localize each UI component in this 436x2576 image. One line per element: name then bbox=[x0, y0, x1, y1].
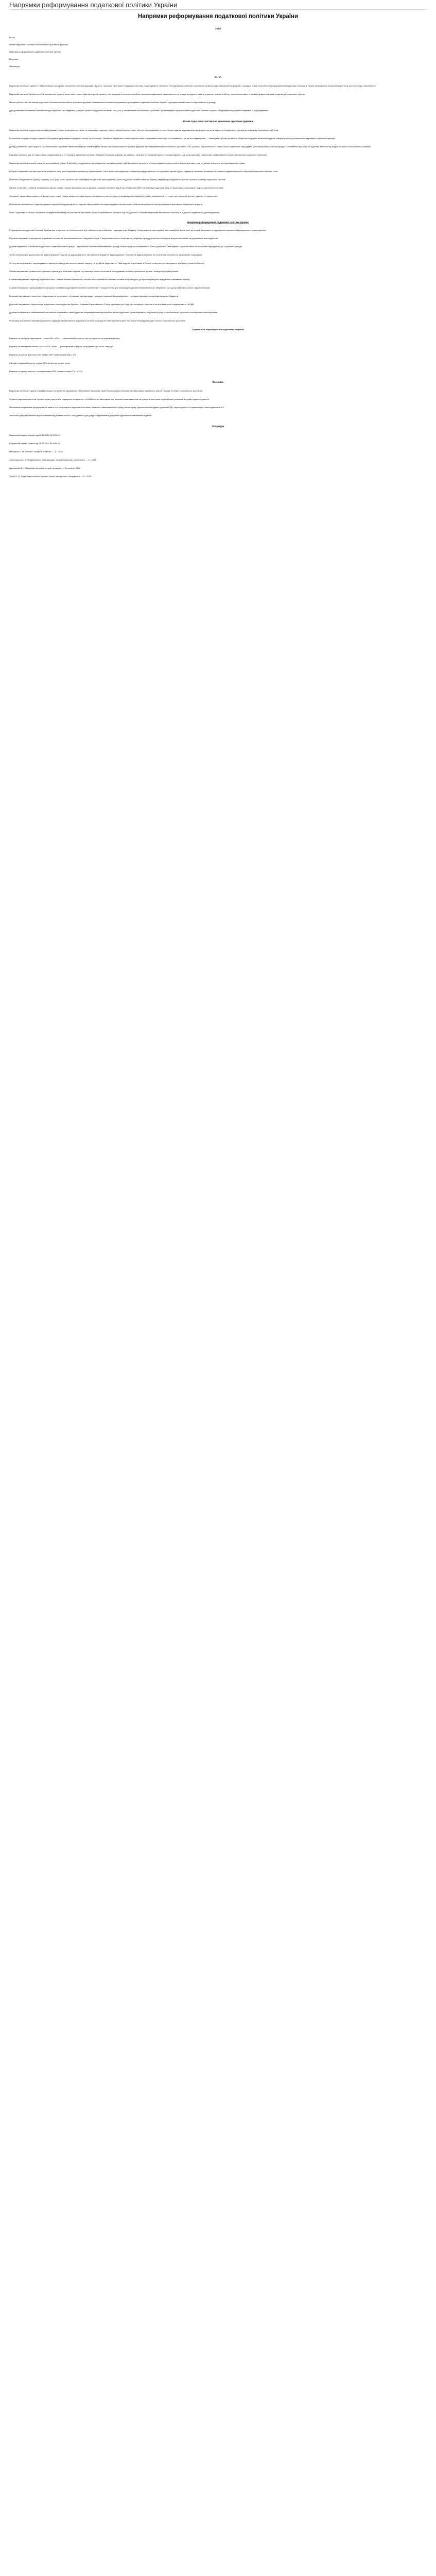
toc-item[interactable]: Вплив податкової політики на економічне зростання держави bbox=[9, 43, 68, 46]
section2-body bbox=[9, 228, 427, 323]
reference-item: Крисоватий А. І. Податкова політика: теорія і практика. — Тернопіль, 2016. bbox=[9, 467, 81, 469]
document-title: Напрямки реформування податкової політики України bbox=[137, 13, 299, 20]
paragraph: Податкова система України постійно змінюється, однак ці зміни часто мають фрагментарний характер і не вирішують ключових проблем: високого податкового навантаження на працю, складності адміністрування, значного обсягу тіньової економіки та низької довіри платників податків до фіскальних органів. bbox=[9, 93, 305, 95]
paragraph: Економічна теорія розглядає податки як інструмент регулювання сукупного попиту та пропозиції. Зниження податкового навантаження може стимулювати інвестиції та споживання, тоді як його підвищення — обмежувати ділову активність. Водночас надмірне зниження податків створює ризики для виконання державою соціальних функцій. bbox=[9, 137, 336, 140]
paragraph: Досвід розвинених країн свідчить, що оптимальне податкове навантаження має забезпечувати баланс між фіскальними потребами держави та стимулюванням економічного зростання. Так, у країнах Європейського Союзу частка податкових надходжень у валовому внутрішньому продукті коливається від 20 до 45 відсотків залежно від моделі соціально-економічного розвитку. bbox=[9, 145, 371, 148]
references-list bbox=[9, 433, 427, 479]
paragraph: Шостим напрямком є перегляд податкових пільг. Значна частина чинних пільг не має чітко визначеної економічної мети та призводить до втрат бюджету без відчутного позитивного ефекту. bbox=[9, 278, 190, 281]
conclusions-body bbox=[9, 388, 427, 418]
paragraph: Податкова політика впливає також на інвестиційний клімат. Стабільність податкового законодавства, передбачуваність дій фіскальних органів та простота адміністрування часто мають для інвесторів не менше значення, ніж самі податкові ставки. bbox=[9, 162, 246, 164]
paragraph: Податкова політика є сукупністю заходів держави у сфері встановлення, зміни та скасування податків і зборів, визначення їх ставок, об'єктів оподаткування та пільг. Через податки держава формує дохідну частину бюджету та одночасно впливає на поведінку економічних суб'єктів. bbox=[9, 129, 279, 131]
paragraph: Значним є також навантаження на фонд оплати праці. Попри зниження ставки єдиного соціального внеску, сукупне оподаткування заробітної плати залишається суттєвим, що стимулює виплату зарплат «у конвертах». bbox=[9, 195, 218, 197]
reference-item: Іваницька О. М. Фінанси: теорія та практика. — К., 2018. bbox=[9, 450, 63, 453]
paragraph: В Україні податкова політика протягом тривалого часу мала переважно фіскальну спрямованість. Часті зміни законодавства, складні процедури звітності та корупційні ризики під час перевірок негативно впливали на розвиток підприємництва та сприяли поширенню тіньових схем. bbox=[9, 170, 278, 173]
document-page bbox=[0, 0, 436, 479]
list-item: Податок на прибуток підприємств: ставка 18%, об'єкт — фінансовий результат, що коригується на податкові різниці. bbox=[9, 337, 120, 340]
paragraph: Успішність реформ значною мірою залежить від політичної волі, послідовності дій уряду та відновлення довіри між державою і платниками податків. bbox=[9, 414, 152, 417]
window-title: Напрямки реформування податкової політики України bbox=[9, 0, 427, 10]
paragraph: Другим напрямком є зниження податкового навантаження на працю. Перенесення частини навантаження з фонду оплати праці на споживання та майно дозволить легалізувати заробітні плати та збільшити надходження до соціальних фондів. bbox=[9, 245, 242, 248]
section1-body bbox=[9, 128, 427, 215]
paragraph: Метою роботи є аналіз впливу податкової політики на економічне зростання держави та визначення основних напрямків реформування податкової політики України з урахуванням світового та європейського досвіду. bbox=[9, 101, 216, 104]
paragraph: Першим напрямком є спрощення податкової системи та зменшення кількості податків і зборів. Скорочення кількості платежів та уніфікація процедур звітності знижують витрати платників на дотримання законодавства. bbox=[9, 237, 218, 240]
intro-body bbox=[9, 83, 427, 113]
paragraph: Сьомим напрямком є реформування спрощеної системи оподаткування з метою запобігання її використанню для мінімізації податків великим бізнесом, зберігаючи при цьому підтримку малого підприємництва. bbox=[9, 286, 211, 289]
paragraph: Отже, податкова політика є потужним інструментом впливу на економічне зростання, однак її ефективність залежить від узгодженості з іншими напрямами економічної політики та від якості податкового адміністрування. bbox=[9, 211, 220, 214]
paragraph: Важливе значення має не лише рівень оподаткування, а й структура податкової системи. Перевага непрямих податків, як правило, посилює регресивний характер оподаткування, тоді як прогресивне прибуткове оподаткування сприяє зменшенню соціальної нерівності. bbox=[9, 154, 267, 156]
toc-item[interactable]: Напрямки реформування податкової політики України bbox=[9, 50, 61, 53]
reference-item: Соколовська А. М. Податкова система держави: теорія і практика становлення. — К., 2014. bbox=[9, 459, 97, 461]
table-section-heading: Порівняльна характеристика податкових моделей bbox=[192, 328, 244, 331]
intro-heading: Вступ bbox=[215, 76, 221, 78]
paragraph: Дев'ятим напрямком є гармонізація податкового законодавства України з нормами Європейського Союзу відповідно до Угоди про асоціацію, зокрема в частині акцизного оподаткування та ПДВ. bbox=[9, 303, 195, 306]
paragraph: П'ятим напрямком є розвиток електронних сервісів для платників податків, що зменшує кількість контактів з посадовими особами фіскальних органів і знижує корупційні ризики. bbox=[9, 270, 179, 273]
paragraph: Прийняття Податкового кодексу України у 2010 році стало спробою систематизувати податкове законодавство. Проте подальші численні зміни до кодексу свідчать про відсутність цілісної стратегії розвитку податкової системи. bbox=[9, 178, 226, 181]
references-heading: Література bbox=[212, 425, 224, 428]
list-item: Податок на доходи фізичних осіб: ставка 18% та військовий збір 1,5%. bbox=[9, 353, 77, 356]
conclusions-heading: Висновки bbox=[212, 381, 224, 383]
paragraph: Восьмим напрямком є посилення оподаткування нерухомості та розкоші, що відповідає принципу соціальної справедливості та сприяє формуванню доходів місцевих бюджетів. bbox=[9, 295, 179, 297]
table-section-body bbox=[9, 336, 427, 374]
paragraph: Проблемою залишається і адміністрування податку на додану вартість, зокрема своєчасність його відшкодування експортерам, а також використання схем формування фіктивного податкового кредиту. bbox=[9, 203, 203, 206]
section2-heading: Напрямки реформування податкової політики України bbox=[187, 221, 249, 224]
paragraph: Десятим напрямком є забезпечення стабільності податкового законодавства: запровадження мораторію на зміни податкових правил протягом бюджетного року та обов'язкового публічного обговорення законопроектів. bbox=[9, 311, 218, 314]
paragraph: Податкова політика є одним з найважливіших інструментів державного регулювання економіки, який безпосередньо впливає на інвестиційну активність, рівень тінізації та темпи економічного зростання. bbox=[9, 389, 203, 392]
list-item: Єдиний соціальний внесок: ставка 22% від фонду оплати праці. bbox=[9, 362, 71, 364]
paragraph: Податкова політика є однією з найважливіших складових економічної політики держави. Від того, наскільки ефективно побудовано систему оподаткування, залежить стан державних фінансів, можливості розвитку підприємництва та добробут громадян. Саме тому питання реформування податкової політики в Україні залишається актуальним протягом усього періоду незалежності. bbox=[9, 84, 377, 87]
paragraph: Основними напрямками реформування мають стати спрощення податкової системи, зниження навантаження на фонд оплати праці, вдосконалення адміністрування ПДВ, перегляд пільг та гармонізація з законодавством ЄС. bbox=[9, 406, 225, 409]
reference-item: Тулуш Л. Д. Податкова політика України: теорія, методологія, інструменти. — К., 2010. bbox=[9, 475, 92, 478]
toc-item[interactable]: Вступ bbox=[9, 36, 15, 39]
toc-item[interactable]: Висновки bbox=[9, 58, 19, 60]
section1-heading: Вплив податкової політики на економічне зростання держави bbox=[183, 120, 253, 123]
list-item: Податок на додану вартість: основна ставка 20%, знижені ставки 7% та 14%. bbox=[9, 370, 83, 372]
toc-item[interactable]: Література bbox=[9, 65, 20, 67]
paragraph: Третім напрямком є вдосконалення адміністрування податку на додану вартість: автоматичне бюджетне відшкодування, електронне адміністрування та посилення контролю за ризиковими операціями. bbox=[9, 253, 203, 256]
reference-item: Податковий кодекс України від 02.12.2010 № 2755-VI. bbox=[9, 434, 61, 436]
paragraph: Реалізація зазначених напрямків дозволить підвищити ефективність податкової системи, покращити інвестиційний клімат та створити передумови для сталого економічного зростання. bbox=[9, 319, 186, 322]
paragraph: Однією з ключових проблем залишається висока частка тіньової економіки, яка за різними оцінками становить від 30 до 40 відсотків ВВП. Це зменшує податкову базу та перекладає податковий тягар на сумлінних платників. bbox=[9, 187, 224, 189]
reference-item: Бюджетний кодекс України від 08.07.2010 № 2456-VI. bbox=[9, 442, 60, 445]
paragraph: Для досягнення поставленої мети необхідно вирішити такі завдання: розкрити сутність податкової політики та її роль у забезпеченні економічного зростання; проаналізувати сучасний стан податкової системи України; обґрунтувати пріоритетні напрямки її реформування. bbox=[9, 109, 269, 112]
toc-heading: Зміст bbox=[215, 27, 221, 30]
table-of-contents bbox=[9, 35, 427, 69]
list-item: Податок на виведений капітал: ставка 20%, об'єкт — розподілений прибуток та прирівняні до нього операції. bbox=[9, 345, 113, 348]
paragraph: Реформування податкової політики України має спиратися на чітко визначені цілі: забезпечення стабільних надходжень до бюджету, стимулювання інвестиційної та інноваційної активності, детінізації економіки та підвищення соціальної справедливості оподаткування. bbox=[9, 229, 267, 231]
paragraph: Четвертим напрямком є запровадження податку на виведений капітал замість податку на прибуток підприємств. Така модель, апробована в Естонії, стимулює реінвестування прибутку в розвиток бізнесу. bbox=[9, 262, 205, 264]
paragraph: Сучасна податкова система України характеризується надмірною складністю, нестабільністю законодавства, високим навантаженням на працю та значними корупційними ризиками в процесі адміністрування. bbox=[9, 398, 210, 400]
